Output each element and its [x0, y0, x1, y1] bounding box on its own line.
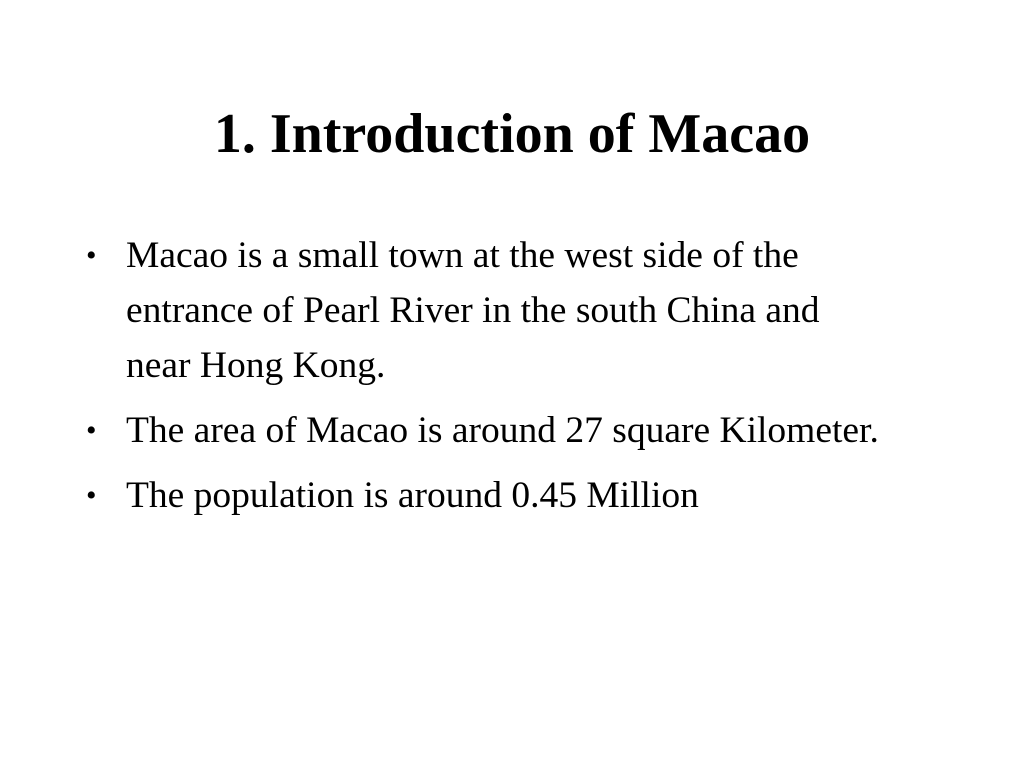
bullet-item-location	[84, 228, 884, 393]
slide-title: 1. Introduction of Macao	[213, 103, 811, 165]
bullet-icon: •	[86, 479, 97, 512]
bullet-icon: •	[86, 414, 97, 447]
bullet-item-population	[84, 468, 884, 523]
bullet-item-area	[84, 403, 884, 458]
bullet-icon: •	[86, 239, 97, 272]
bullet-text: The area of Macao is around 27 square Kilometer.	[126, 410, 879, 451]
bullet-text: The population is around 0.45 Million	[126, 475, 699, 516]
bullet-text: Macao is a small town at the west side of the entrance of Pearl River in the south China and near Hong Kong.	[126, 235, 820, 386]
bullet-list	[84, 228, 884, 533]
